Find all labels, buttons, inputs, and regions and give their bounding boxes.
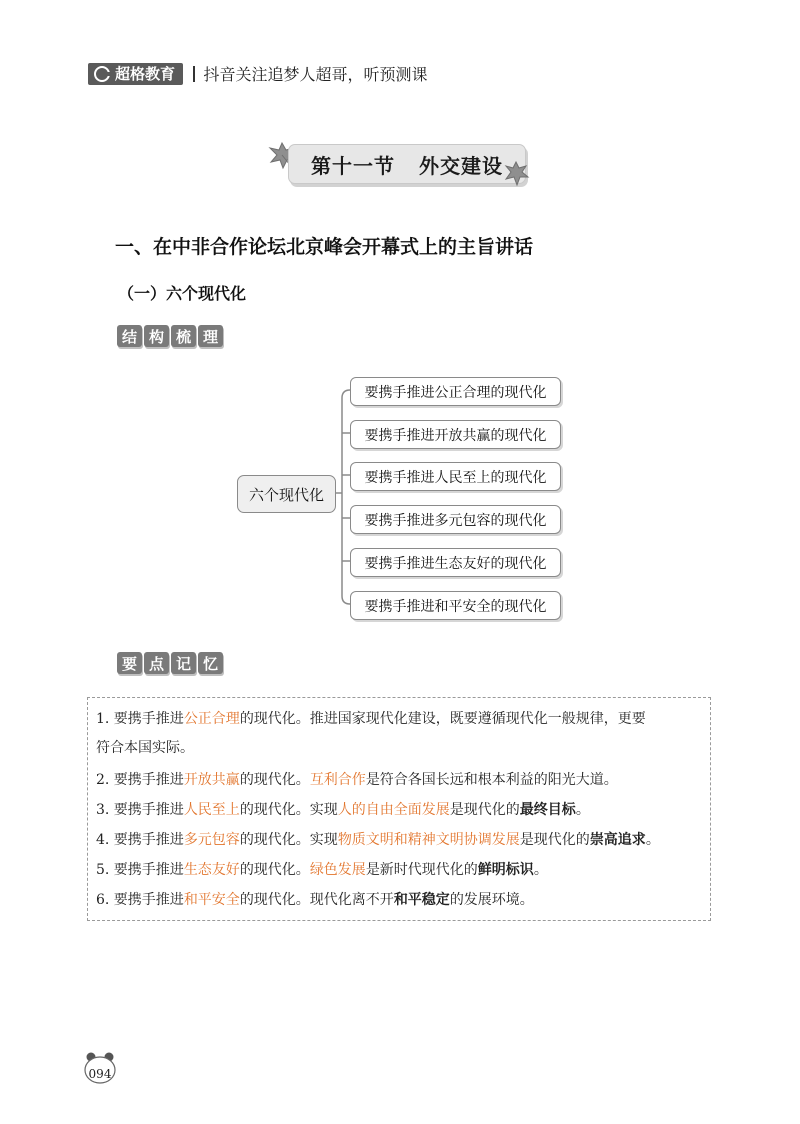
mindmap-root-node: 六个现代化 <box>237 475 336 513</box>
page-number: 094 <box>88 1067 112 1081</box>
tag-char: 忆 <box>198 652 223 674</box>
mindmap-branch-node: 要携手推进公正合理的现代化 <box>350 377 561 406</box>
mindmap-branch-node: 要携手推进多元包容的现代化 <box>350 505 561 534</box>
tag-char: 点 <box>144 652 169 674</box>
key-point-2: 2. 要携手推进开放共赢的现代化。互利合作是符合各国长远和根本利益的阳光大道。 <box>96 772 618 788</box>
brand-name: 超格教育 <box>115 65 176 83</box>
header-slogan: 抖音关注追梦人超哥，听预测课 <box>203 65 428 84</box>
tag-char: 构 <box>144 325 169 347</box>
key-point-1: 1. 要携手推进公正合理的现代化。推进国家现代化建设，既要遵循现代化一般规律，更要 <box>96 711 646 727</box>
section-number: 第十一节 <box>311 153 395 178</box>
tag-char: 理 <box>198 325 223 347</box>
mindmap-branch-node: 要携手推进人民至上的现代化 <box>350 462 561 491</box>
section-name: 外交建设 <box>419 153 503 178</box>
tag-char: 记 <box>171 652 196 674</box>
key-points-box <box>87 697 711 921</box>
tag-char: 梳 <box>171 325 196 347</box>
tag-char: 要 <box>117 652 142 674</box>
mindmap-branch-node: 要携手推进开放共赢的现代化 <box>350 420 561 449</box>
heading-level1: 一、在中非合作论坛北京峰会开幕式上的主旨讲话 <box>115 236 534 258</box>
key-point-5: 5. 要携手推进生态友好的现代化。绿色发展是新时代现代化的鲜明标识。 <box>96 862 548 878</box>
mindmap-branch-node: 要携手推进和平安全的现代化 <box>350 591 561 620</box>
key-point-1-continued: 符合本国实际。 <box>96 740 194 756</box>
tag-char: 结 <box>117 325 142 347</box>
heading-level2: （一）六个现代化 <box>118 284 247 303</box>
key-point-6: 6. 要携手推进和平安全的现代化。现代化离不开和平稳定的发展环境。 <box>96 892 534 908</box>
page-number-badge <box>83 1050 117 1084</box>
mindmap-branch-node: 要携手推进生态友好的现代化 <box>350 548 561 577</box>
key-point-3: 3. 要携手推进人民至上的现代化。实现人的自由全面发展是现代化的最终目标。 <box>96 802 590 818</box>
key-point-4: 4. 要携手推进多元包容的现代化。实现物质文明和精神文明协调发展是现代化的崇高追求。 <box>96 832 660 848</box>
tag-key-points <box>117 652 223 674</box>
